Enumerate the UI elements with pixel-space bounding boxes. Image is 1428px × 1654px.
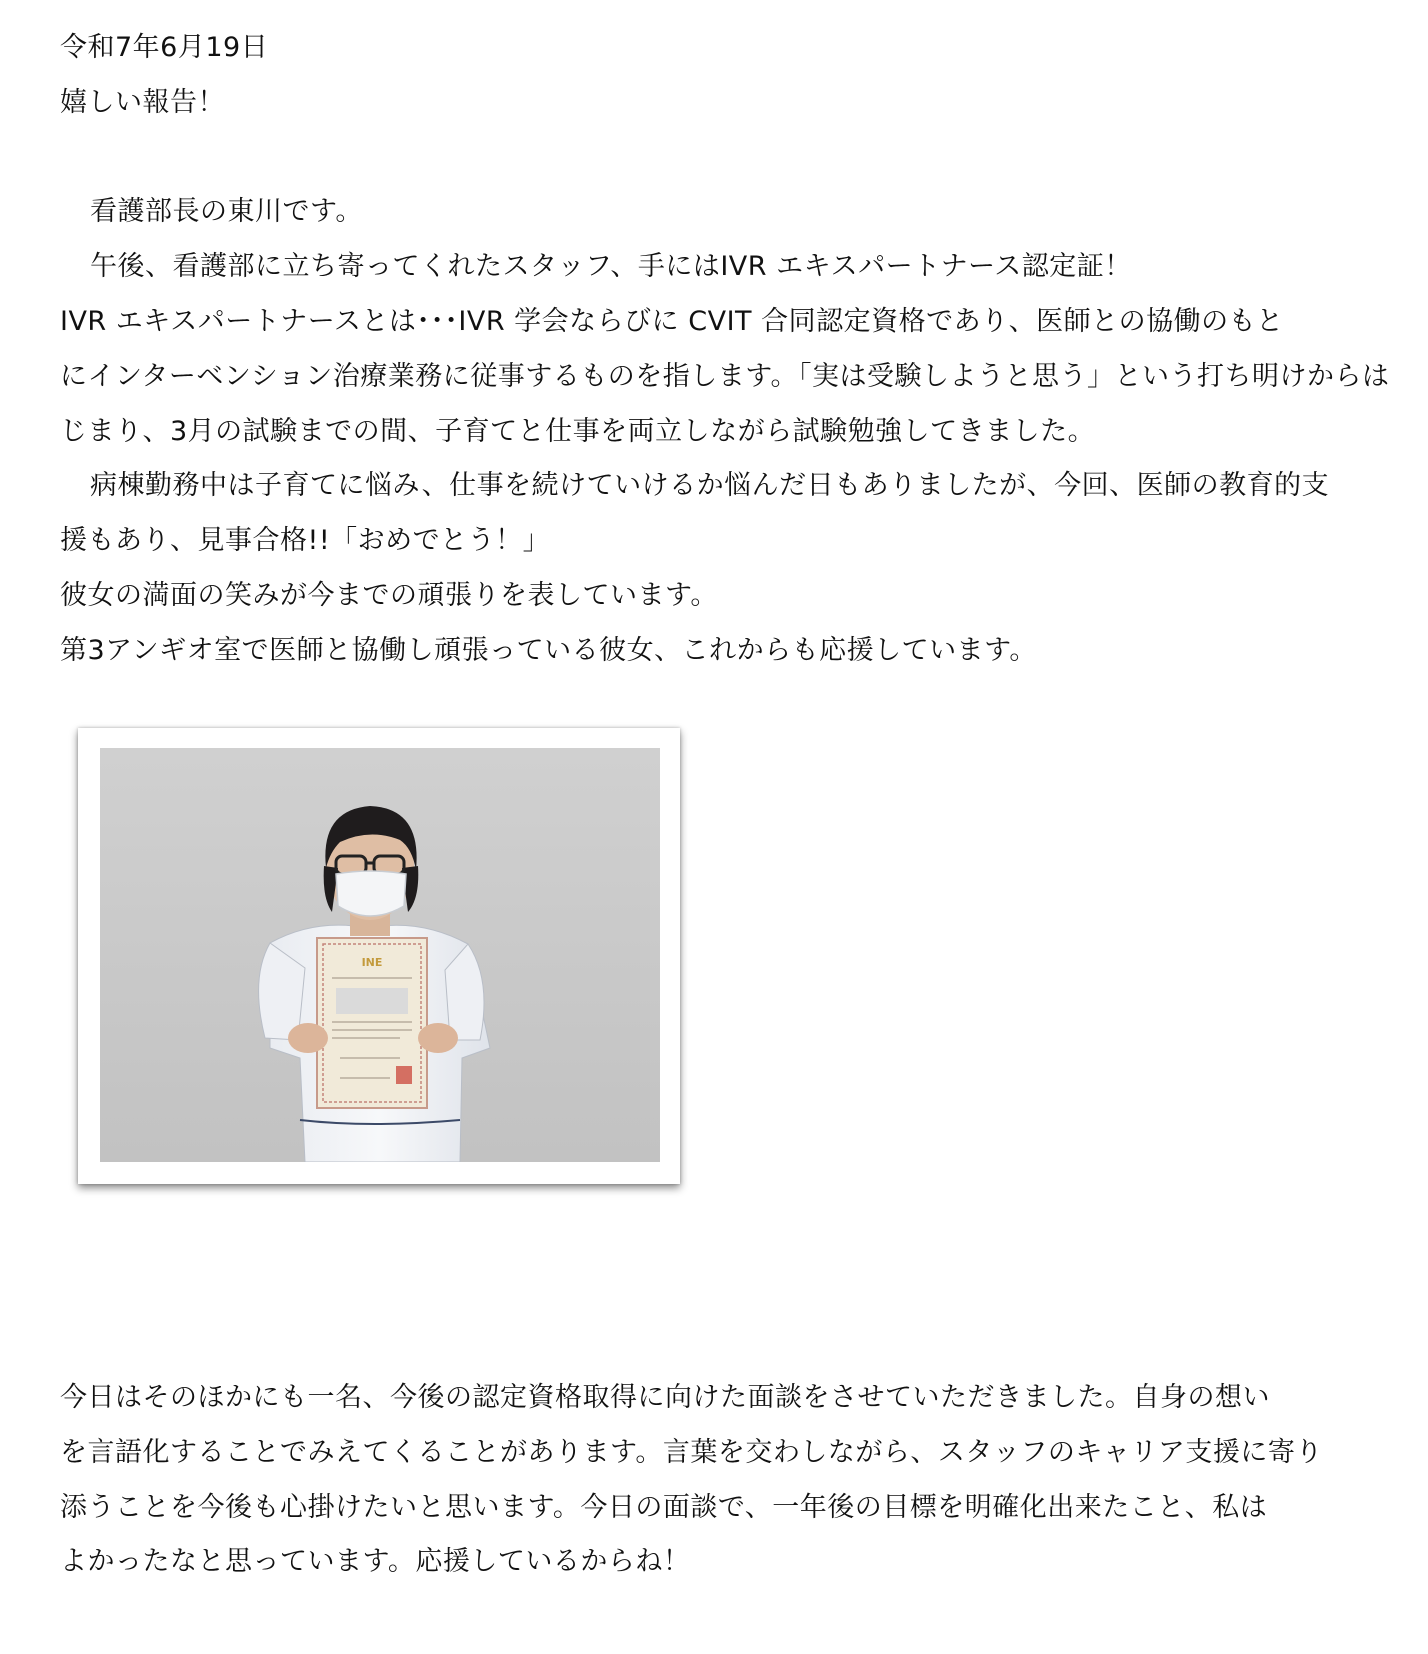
staff-certificate-photo bbox=[100, 748, 660, 1162]
paragraph-line: IVR エキスパートナースとは･･･IVR 学会ならびに CVIT 合同認定資格であり、医師との協働のもと bbox=[60, 305, 1284, 337]
paragraph-line: 第3アンギオ室で医師と協働し頑張っている彼女、これからも応援しています。 bbox=[60, 634, 1037, 666]
closing-paragraph bbox=[60, 1380, 1360, 1599]
report-heading: 嬉しい報告！ bbox=[60, 86, 225, 118]
paragraph-line: 援もあり、見事合格!!「おめでとう！」 bbox=[60, 525, 551, 557]
photo-frame bbox=[78, 728, 680, 1184]
paragraph-line: 添うことを今後も心掛けたいと思います。今日の面談で、一年後の目標を明確化出来たこと、私は bbox=[60, 1491, 1268, 1523]
paragraph-line: 病棟勤務中は子育てに悩み、仕事を続けていけるか悩んだ日もありましたが、今回、医師の教育的支 bbox=[90, 470, 1330, 502]
paragraph-line: にインターベンション治療業務に従事するものを指します。「実は受験しようと思う」という打ち明けからは bbox=[60, 360, 1390, 392]
report-body bbox=[60, 30, 1390, 688]
report-date: 令和7年6月19日 bbox=[60, 32, 269, 63]
paragraph-line: 午後、看護部に立ち寄ってくれたスタッフ、手にはIVR エキスパートナース認定証！ bbox=[90, 251, 1132, 283]
paragraph-line: 彼女の満面の笑みが今までの頑張りを表しています。 bbox=[60, 579, 718, 611]
certificate-logo-text: INE bbox=[361, 956, 383, 969]
paragraph-line: よかったなと思っています。応援しているからね！ bbox=[60, 1546, 691, 1578]
paragraph-line: 看護部長の東川です。 bbox=[90, 196, 363, 228]
paragraph-line: じまり、3月の試験までの間、子育てと仕事を両立しながら試験勉強してきました。 bbox=[60, 415, 1096, 447]
paragraph-line: を言語化することでみえてくることがあります。言葉を交わしながら、スタッフのキャリア支援に寄り bbox=[60, 1436, 1323, 1468]
paragraph-line: 今日はそのほかにも一名、今後の認定資格取得に向けた面談をさせていただきました。自身の想い bbox=[60, 1382, 1270, 1413]
blank-line bbox=[60, 140, 1360, 176]
